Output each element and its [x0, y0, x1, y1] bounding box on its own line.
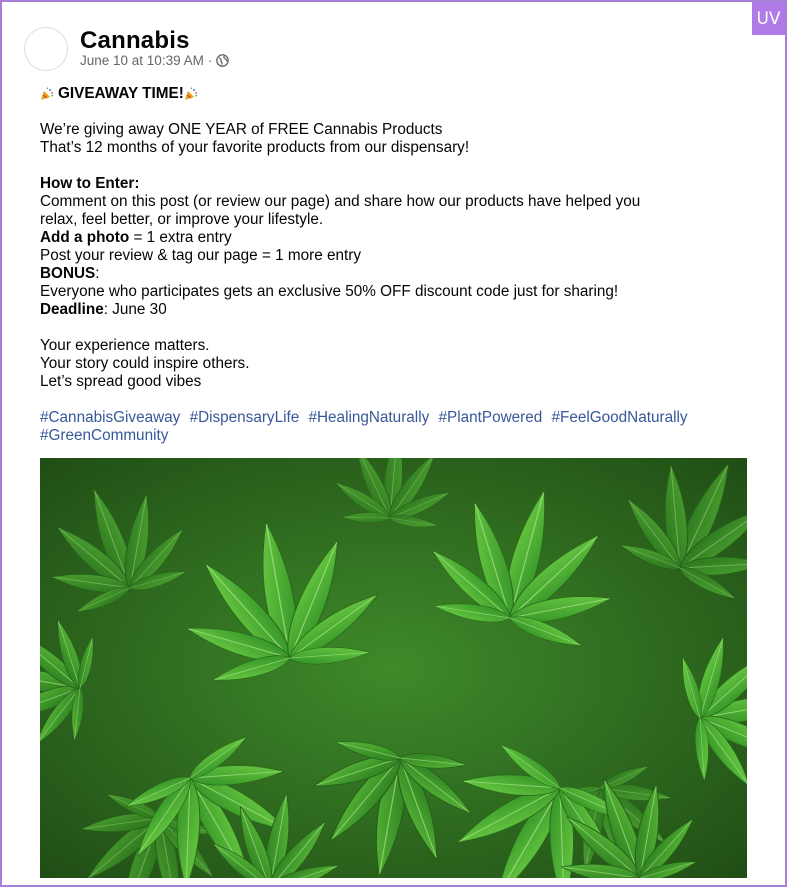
deadline-line: [40, 301, 760, 319]
bonus-label: BONUS: [40, 265, 96, 282]
how-to-enter-line: relax, feel better, or improve your lifestyle.: [40, 211, 324, 228]
hashtag-link[interactable]: #FeelGoodNaturally: [551, 409, 688, 426]
post-meta: [80, 53, 229, 68]
uv-watermark-badge: [752, 2, 785, 35]
hashtag-link[interactable]: #PlantPowered: [438, 409, 543, 426]
giveaway-title-text: GIVEAWAY TIME!: [58, 85, 184, 102]
party-popper-icon: [40, 87, 54, 101]
cannabis-leaves-image: [40, 458, 747, 878]
page-name[interactable]: Cannabis: [80, 27, 190, 54]
meta-separator: ·: [207, 53, 213, 68]
party-popper-icon: [184, 87, 198, 101]
page-avatar[interactable]: [24, 27, 68, 71]
how-to-enter-heading: How to Enter:: [40, 175, 140, 192]
hashtag-link[interactable]: #GreenCommunity: [40, 427, 169, 444]
post-text: [40, 85, 760, 445]
closing-line: Let’s spread good vibes: [40, 373, 202, 390]
post-timestamp[interactable]: June 10 at 10:39 AM: [80, 53, 204, 68]
closing-line: Your story could inspire others.: [40, 355, 250, 372]
hashtag-link[interactable]: #CannabisGiveaway: [40, 409, 181, 426]
bonus-text: Everyone who participates gets an exclusive 50% OFF discount code just for sharing!: [40, 283, 619, 300]
deadline-label: Deadline: [40, 301, 104, 318]
hashtag-list: [40, 409, 760, 445]
add-photo-label: Add a photo: [40, 229, 130, 246]
uv-badge-label: UV: [756, 8, 781, 29]
hashtag-link[interactable]: #HealingNaturally: [308, 409, 430, 426]
bonus-line: [40, 265, 760, 283]
intro-line: That’s 12 months of your favorite products from our dispensary!: [40, 139, 470, 156]
post-photo[interactable]: [40, 458, 747, 878]
intro-line: We’re giving away ONE YEAR of FREE Cannabis Products: [40, 121, 443, 138]
bonus-suffix: :: [95, 265, 100, 282]
how-to-enter-line: Comment on this post (or review our page) and share how our products have helped you: [40, 193, 641, 210]
hashtag-link[interactable]: #DispensaryLife: [189, 409, 300, 426]
deadline-text: : June 30: [103, 301, 167, 318]
add-photo-line: [40, 229, 760, 247]
add-photo-text: = 1 extra entry: [129, 229, 232, 246]
globe-icon[interactable]: [216, 54, 229, 67]
giveaway-title: [40, 85, 760, 103]
review-line: Post your review & tag our page = 1 more entry: [40, 247, 361, 264]
closing-line: Your experience matters.: [40, 337, 210, 354]
